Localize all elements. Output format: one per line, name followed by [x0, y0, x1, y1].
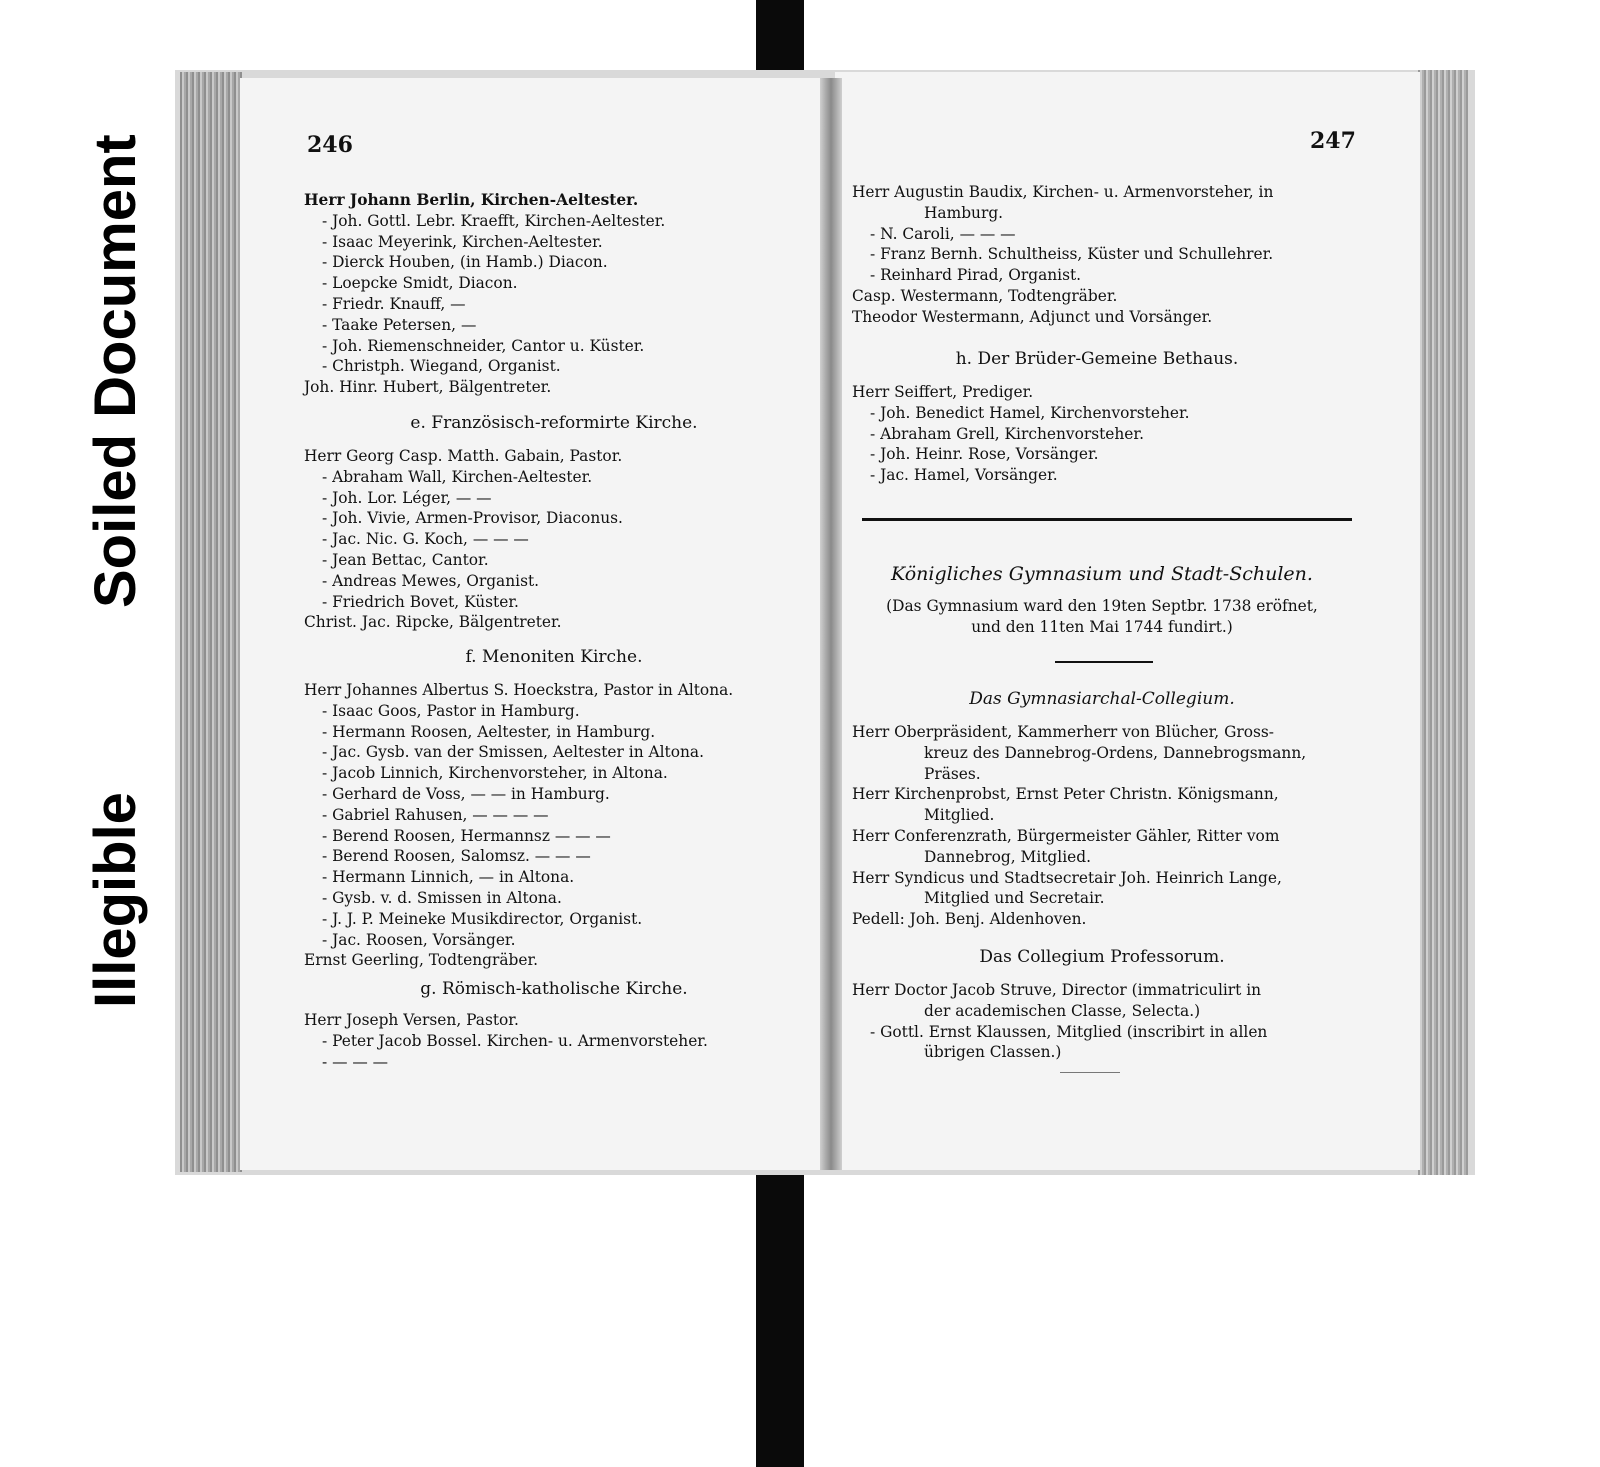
entry-line: Herr Syndicus und Stadtsecretair Joh. Heinrich Lange, [852, 868, 1282, 887]
entry-line: Dannebrog, Mitglied. [924, 847, 1091, 866]
entry-line: - Gabriel Rahusen, — — — — [322, 805, 549, 824]
entry-line: Ernst Geerling, Todtengräber. [304, 951, 539, 970]
right-page-number: 247 [1310, 128, 1356, 154]
entry-line: - N. Caroli, — — — [870, 224, 1016, 243]
entry-line: - Peter Jacob Bossel. Kirchen- u. Armenvorsteher. [322, 1031, 708, 1050]
entry-line: - Gottl. Ernst Klaussen, Mitglied (inscribirt in allen [870, 1022, 1268, 1041]
entry-line: Joh. Hinr. Hubert, Bälgentreter. [304, 378, 552, 397]
entry-line: Herr Conferenzrath, Bürgermeister Gähler, Ritter vom [852, 826, 1280, 845]
entry-line: - Jac. Roosen, Vorsänger. [322, 930, 516, 949]
entry-line: Hamburg. [924, 203, 1004, 222]
entry-line: - J. J. P. Meineke Musikdirector, Organist. [322, 909, 643, 928]
entry-line: Herr Joseph Versen, Pastor. [304, 1011, 519, 1029]
entry-line: Herr Johannes Albertus S. Hoeckstra, Pastor in Altona. [304, 681, 734, 699]
entry-line: - — — — [322, 1052, 389, 1071]
left-section-e [304, 446, 814, 633]
entry-line: Christ. Jac. Ripcke, Bälgentreter. [304, 613, 562, 632]
entry-line: - Jean Bettac, Cantor. [322, 550, 489, 569]
entry-line: - Abraham Grell, Kirchenvorsteher. [870, 424, 1144, 443]
entry-line: - Joh. Riemenschneider, Cantor u. Küster. [322, 336, 645, 355]
entry-line: Theodor Westermann, Adjunct und Vorsänger. [852, 307, 1213, 326]
entry-line: - Christph. Wiegand, Organist. [322, 357, 561, 376]
entry-line: übrigen Classen.) [924, 1043, 1062, 1062]
gymnasium-note-2: und den 11ten Mai 1744 fundirt.) [971, 618, 1233, 636]
binding-strip-bottom [756, 1160, 804, 1467]
page-edges-left [180, 72, 242, 1172]
entry-line: - Jac. Gysb. van der Smissen, Aeltester in Altona. [322, 743, 704, 762]
left-section-f [304, 680, 824, 971]
entry-line: Herr Seiffert, Prediger. [852, 383, 1034, 401]
entry-line: der academischen Classe, Selecta.) [924, 1001, 1201, 1020]
illegible-label: Illegible [83, 792, 148, 1008]
entry-line: - Joh. Vivie, Armen-Provisor, Diaconus. [322, 509, 623, 528]
collegium-members [852, 722, 1352, 930]
gymnasium-title: Königliches Gymnasium und Stadt-Schulen. [891, 563, 1313, 585]
entry-line: - Hermann Roosen, Aeltester, in Hamburg. [322, 722, 656, 741]
entry-line: - Abraham Wall, Kirchen-Aeltester. [322, 467, 593, 486]
heading-e: e. Französisch-reformirte Kirche. [410, 413, 698, 433]
entry-line: - Loepcke Smidt, Diacon. [322, 274, 518, 293]
entry-line: - Hermann Linnich, — in Altona. [322, 868, 575, 887]
entry-line: Pedell: Joh. Benj. Aldenhoven. [852, 910, 1087, 929]
entry-line: - Joh. Lor. Léger, — — [322, 488, 492, 507]
entry-line: Herr Johann Berlin, Kirchen-Aeltester. [304, 191, 639, 209]
entry-line: Herr Augustin Baudix, Kirchen- u. Armenvorsteher, in [852, 183, 1274, 201]
entry-line: - Gysb. v. d. Smissen in Altona. [322, 888, 562, 907]
heading-h: h. Der Brüder-Gemeine Bethaus. [955, 349, 1239, 369]
entry-line: Präses. [924, 764, 981, 783]
page-edges-right [1418, 70, 1468, 1175]
entry-line: - Joh. Benedict Hamel, Kirchenvorsteher. [870, 403, 1190, 422]
entry-line: - Friedr. Knauff, — [322, 294, 466, 313]
entry-line: - Berend Roosen, Hermannsz — — — [322, 826, 611, 845]
entry-line: - Dierck Houben, (in Hamb.) Diacon. [322, 253, 608, 272]
end-ornament [1060, 1072, 1120, 1073]
collegium-title: Das Gymnasiarchal-Collegium. [969, 689, 1235, 709]
entry-line: - Taake Petersen, — [322, 315, 477, 334]
entry-line: - Isaac Goos, Pastor in Hamburg. [322, 701, 580, 720]
entry-line: - Jacob Linnich, Kirchenvorsteher, in Altona. [322, 764, 668, 783]
entry-line: - Franz Bernh. Schultheiss, Küster und Schullehrer. [870, 245, 1274, 264]
short-divider [1055, 661, 1153, 663]
entry-line: Mitglied und Secretair. [924, 889, 1105, 908]
heading-f: f. Menoniten Kirche. [465, 647, 643, 667]
left-page-number: 246 [307, 132, 353, 158]
entry-line: - Berend Roosen, Salomsz. — — — [322, 847, 591, 866]
book-gutter [820, 78, 842, 1170]
entry-line: - Isaac Meyerink, Kirchen-Aeltester. [322, 232, 603, 251]
entry-line: kreuz des Dannebrog-Ordens, Dannebrogsmann, [924, 743, 1307, 762]
professorum-members [852, 980, 1352, 1063]
entry-line: - Andreas Mewes, Organist. [322, 571, 540, 590]
entry-line: Herr Oberpräsident, Kammerherr von Blücher, Gross- [852, 723, 1274, 741]
left-section-g [304, 1010, 824, 1072]
entry-line: Herr Georg Casp. Matth. Gabain, Pastor. [304, 447, 623, 465]
soiled-document-label: Soiled Document [83, 134, 148, 608]
entry-line: - Jac. Hamel, Vorsänger. [870, 466, 1058, 485]
left-section-d [304, 190, 814, 398]
entry-line: - Joh. Gottl. Lebr. Kraefft, Kirchen-Aeltester. [322, 211, 666, 230]
heading-g: g. Römisch-katholische Kirche. [420, 979, 688, 999]
right-section-h [852, 382, 1352, 486]
right-section-top [852, 182, 1352, 328]
entry-line: Herr Doctor Jacob Struve, Director (immatriculirt in [852, 981, 1262, 999]
entry-line: - Gerhard de Voss, — — in Hamburg. [322, 784, 610, 803]
gymnasium-note-1: (Das Gymnasium ward den 19ten Septbr. 1738 eröfnet, [886, 597, 1318, 615]
section-divider [862, 518, 1352, 521]
entry-line: - Jac. Nic. G. Koch, — — — [322, 530, 529, 549]
entry-line: Casp. Westermann, Todtengräber. [852, 286, 1118, 305]
entry-line: - Reinhard Pirad, Organist. [870, 266, 1082, 285]
entry-line: Herr Kirchenprobst, Ernst Peter Christn. Königsmann, [852, 785, 1279, 804]
entry-line: - Friedrich Bovet, Küster. [322, 592, 519, 611]
entry-line: - Joh. Heinr. Rose, Vorsänger. [870, 445, 1099, 464]
entry-line: Mitglied. [924, 806, 995, 825]
professorum-title: Das Collegium Professorum. [979, 947, 1225, 967]
